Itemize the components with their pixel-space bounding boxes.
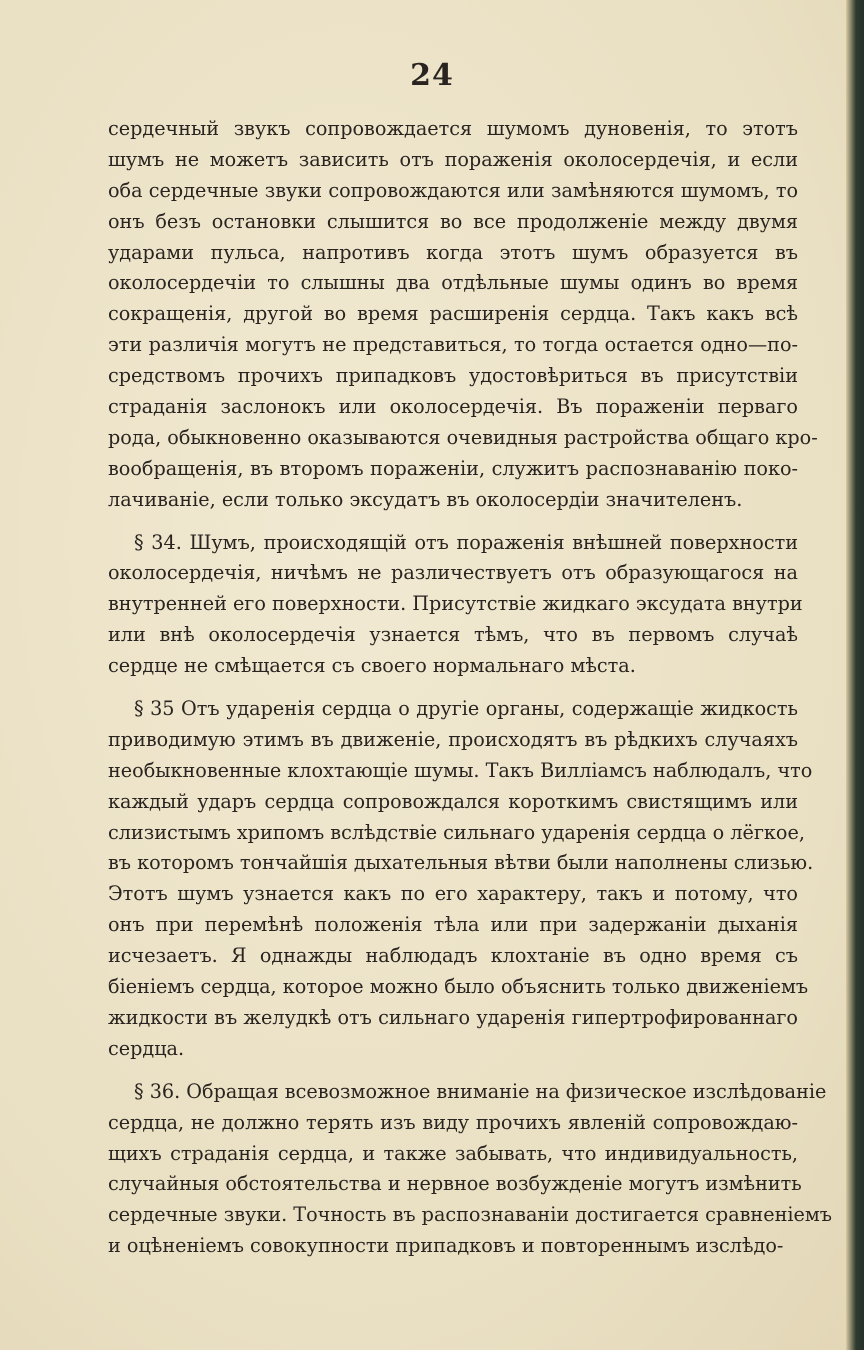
- text-line: слизистымъ хрипомъ вслѣдствіе сильнаго ударенія сердца о лёгкое,: [108, 820, 805, 844]
- text-line: щихъ страданія сердца, и также забывать, что индивидуальность,: [108, 1141, 798, 1165]
- text-line: средствомъ прочихъ припадковъ удостовѣриться въ присутствіи: [108, 364, 798, 388]
- text-line: оба сердечные звуки сопровождаются или замѣняются шумомъ, то: [108, 178, 798, 202]
- text-line: сердца.: [108, 1036, 185, 1060]
- body-text: [108, 114, 832, 1262]
- text-line: страданія заслонокъ или околосердечія. Въ пораженіи перваго: [108, 395, 798, 419]
- paragraph: [108, 528, 803, 682]
- text-line: случайныя обстоятельства и нервное возбужденіе могутъ измѣнить: [108, 1172, 802, 1196]
- text-line: ударами пульса, напротивъ когда этотъ шумъ образуется въ: [108, 240, 798, 264]
- text-line: рода, обыкновенно оказываются очевидныя растройства общаго кро-: [108, 425, 818, 449]
- page-number: 24: [410, 58, 454, 93]
- text-line: онъ при перемѣнѣ положенія тѣла или при задержаніи дыханія: [108, 913, 798, 937]
- text-line: жидкости въ желудкѣ отъ сильнаго ударенія гипертрофированнаго: [108, 1005, 798, 1029]
- text-line: шумъ не можетъ зависить отъ пораженія околосердечія, и если: [108, 147, 798, 171]
- text-line: вообращенія, въ второмъ пораженіи, служитъ распознаванію поко-: [108, 456, 798, 480]
- text-line: и оцѣненіемъ совокупности припадковъ и повтореннымъ изслѣдо-: [108, 1234, 784, 1258]
- text-line: Этотъ шумъ узнается какъ по его характеру, такъ и потому, что: [108, 882, 798, 906]
- text-line: сердечные звуки. Точность въ распознаваніи достигается сравненіемъ: [108, 1203, 832, 1227]
- text-line: приводимую этимъ въ движеніе, происходятъ въ рѣдкихъ случаяхъ: [108, 727, 798, 751]
- text-line: околосердечія, ничѣмъ не различествуетъ отъ образующагося на: [108, 561, 798, 585]
- text-line: внутренней его поверхности. Присутствіе жидкаго эксудата внутри: [108, 592, 803, 616]
- text-line: околосердечіи то слышны два отдѣльные шумы одинъ во время: [108, 271, 798, 295]
- text-line: § 34. Шумъ, происходящій отъ пораженія внѣшней поверхности: [134, 530, 798, 554]
- text-line: эти различія могутъ не представиться, то тогда остается одно—по-: [108, 333, 798, 357]
- text-line: сердца, не должно терять изъ виду прочихъ явленій сопровождаю-: [108, 1110, 798, 1134]
- text-line: сердечный звукъ сопровождается шумомъ дуновенія, то этотъ: [108, 117, 798, 140]
- text-line: исчезаетъ. Я однажды наблюдадъ клохтаніе въ одно время съ: [108, 944, 798, 968]
- text-line: сердце не смѣщается съ своего нормальнаго мѣста.: [108, 654, 636, 678]
- text-line: необыкновенные клохтающіе шумы. Такъ Вилліамсъ наблюдалъ, что: [108, 758, 813, 782]
- text-line: сокращенія, другой во время расширенія сердца. Такъ какъ всѣ: [108, 302, 798, 326]
- text-line: каждый ударъ сердца сопровождался короткимъ свистящимъ или: [108, 789, 798, 813]
- text-line: лачиваніе, если только эксудатъ въ околосердіи значителенъ.: [108, 487, 743, 511]
- paragraph: [108, 694, 814, 1065]
- text-line: онъ безъ остановки слышится во все продолженіе между двумя: [108, 209, 798, 233]
- paragraph: [108, 114, 818, 516]
- text-line: біеніемъ сердца, которое можно было объяснить только движеніемъ: [108, 975, 809, 999]
- text-line: § 35 Отъ ударенія сердца о другіе органы, содержащіе жидкость: [134, 697, 798, 721]
- paragraph: [108, 1077, 832, 1262]
- text-line: § 36. Обращая всевозможное вниманіе на физическое изслѣдованіе: [134, 1079, 827, 1103]
- text-line: въ которомъ тончайшія дыхательныя вѣтви были наполнены слизью.: [108, 851, 814, 875]
- text-line: или внѣ околосердечія узнается тѣмъ, что въ первомъ случаѣ: [108, 623, 798, 647]
